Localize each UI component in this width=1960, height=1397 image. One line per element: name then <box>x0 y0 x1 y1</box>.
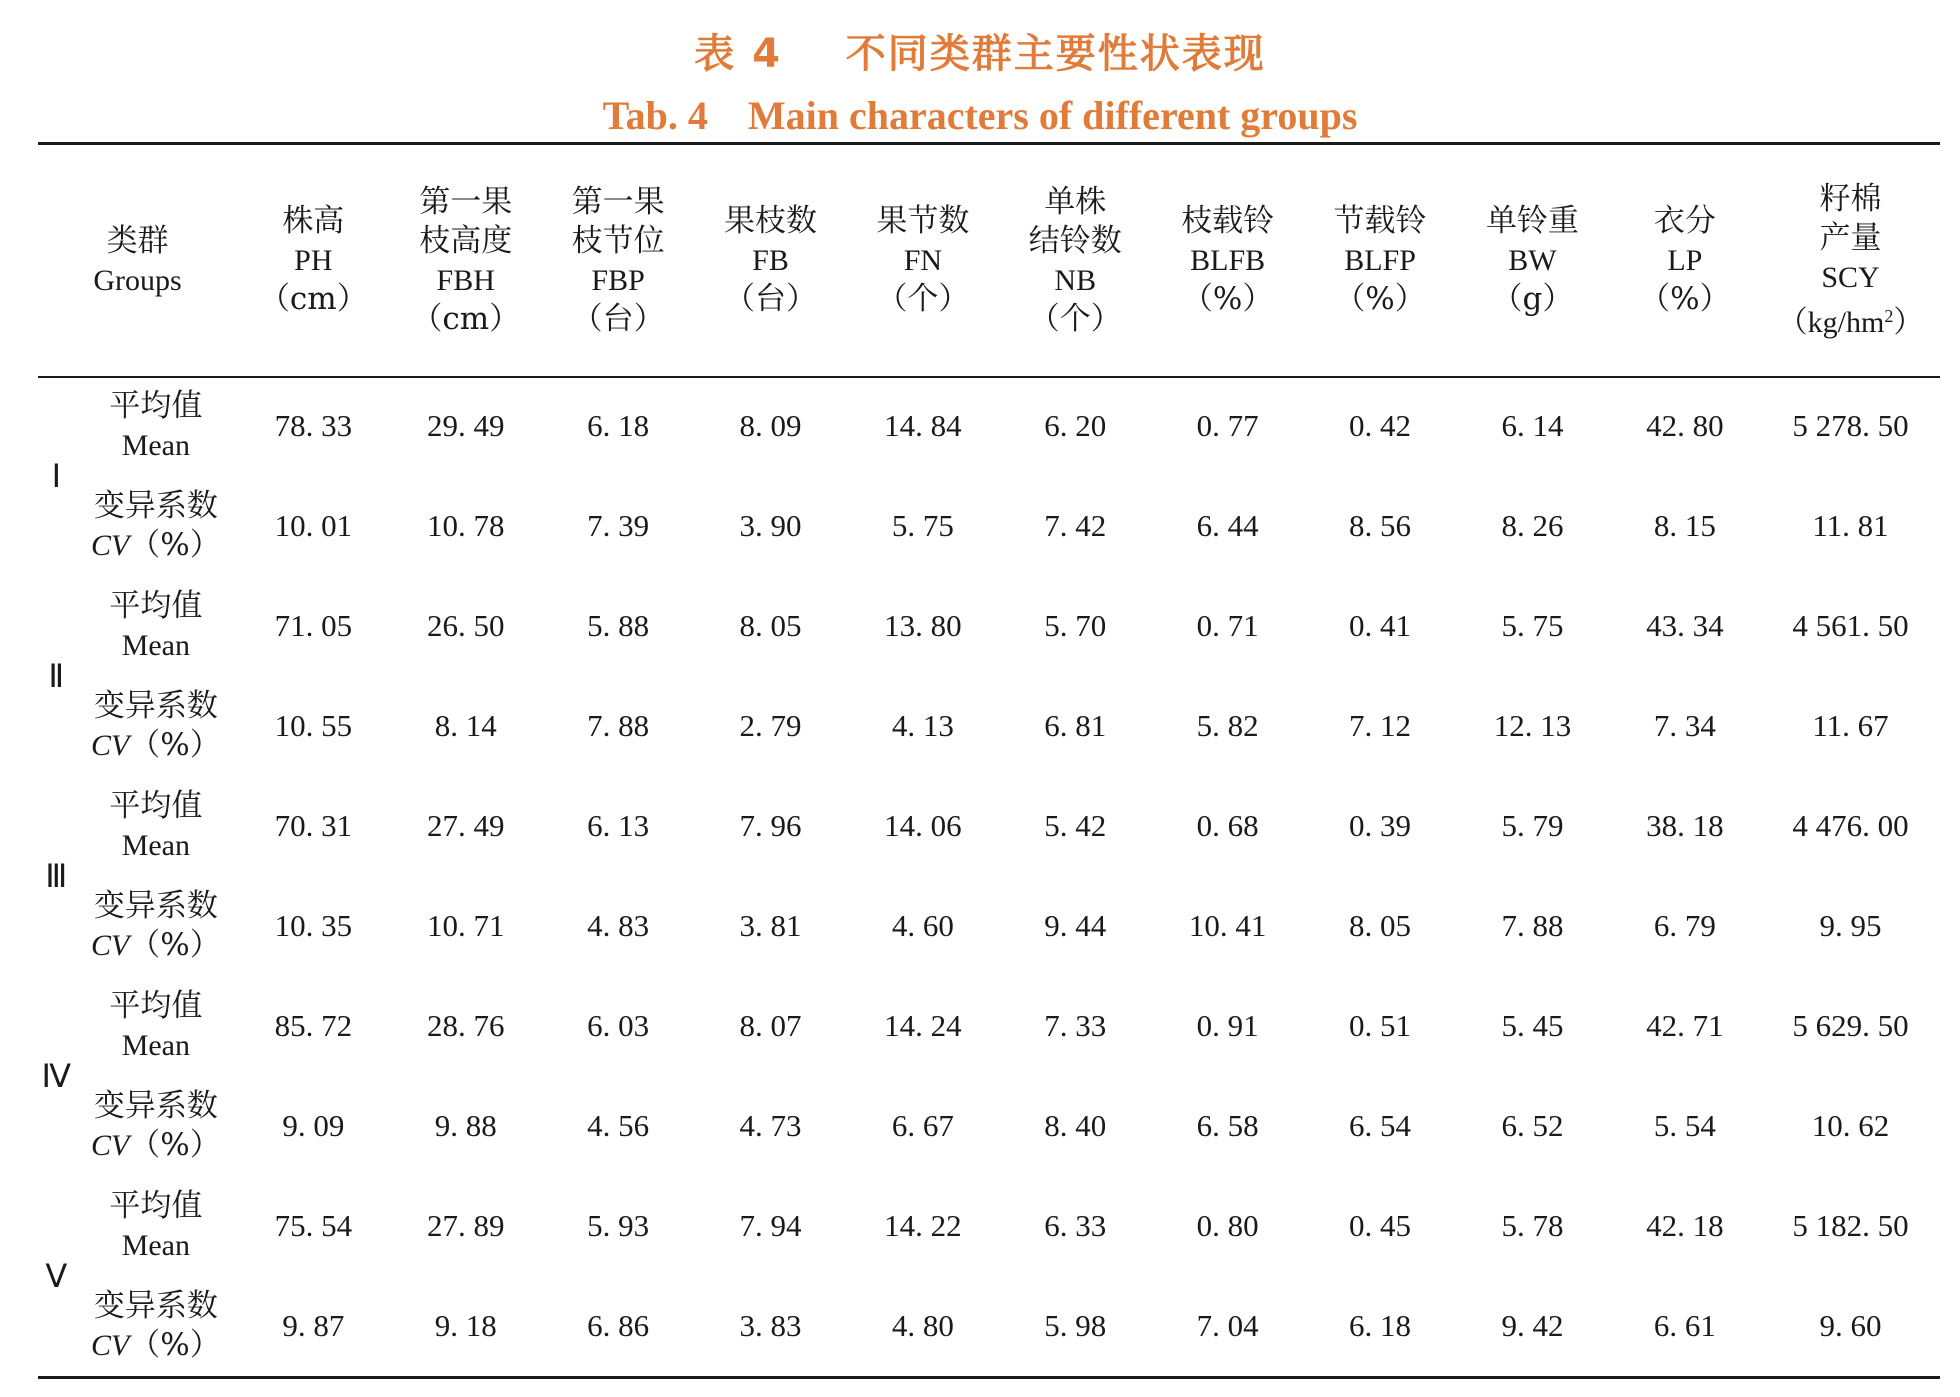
stat-label-unit: （%） <box>129 727 221 763</box>
cell-ph: 10. 55 <box>274 708 353 743</box>
stat-label-mean <box>75 1176 238 1276</box>
cell-blfb: 0. 77 <box>1196 408 1259 443</box>
cell-blfb: 0. 91 <box>1196 1008 1259 1043</box>
cell-fbh: 10. 78 <box>426 508 505 543</box>
cell-scy: 10. 62 <box>1811 1108 1890 1143</box>
cell-ph: 9. 09 <box>282 1108 345 1143</box>
cell-fbp: 6. 86 <box>587 1308 650 1343</box>
cell-scy: 9. 60 <box>1819 1308 1882 1343</box>
cell-fbh: 9. 88 <box>434 1108 497 1143</box>
cell-nb: 7. 33 <box>1044 1008 1107 1043</box>
table-caption-english: Tab. 4 Main characters of different groups <box>602 93 1358 138</box>
group-label: Ⅱ <box>48 658 65 694</box>
bottom-rule <box>38 1376 1940 1379</box>
cell-fbp: 6. 18 <box>587 408 650 443</box>
stat-label-en: CV <box>90 729 130 762</box>
cell-ph: 75. 54 <box>274 1208 353 1243</box>
stat-label-zh: 平均值 <box>109 988 203 1024</box>
cell-blfb: 0. 68 <box>1196 808 1259 843</box>
traits-table <box>38 145 1940 1376</box>
cell-blfb: 6. 58 <box>1196 1108 1259 1143</box>
col-header-lp: 衣分 LP （%） <box>1639 203 1731 317</box>
cell-fb: 2. 79 <box>739 708 802 743</box>
cell-blfp: 8. 56 <box>1349 508 1412 543</box>
stat-label-mean <box>75 576 238 676</box>
col-header-fn: 果节数 FN （个） <box>876 203 970 317</box>
cell-lp: 42. 80 <box>1646 408 1724 443</box>
table-row <box>38 376 1940 476</box>
cell-blfp: 7. 12 <box>1349 708 1412 743</box>
cell-lp: 5. 54 <box>1653 1108 1716 1143</box>
stat-label-unit: （%） <box>129 1327 221 1363</box>
cell-scy: 5 182. 50 <box>1792 1208 1909 1243</box>
cell-fb: 8. 09 <box>739 408 802 443</box>
cell-blfp: 6. 18 <box>1349 1308 1412 1343</box>
cell-nb: 6. 81 <box>1044 708 1107 743</box>
cell-lp: 42. 18 <box>1646 1208 1724 1243</box>
stat-label-cv <box>75 1276 238 1376</box>
cell-blfp: 0. 45 <box>1349 1208 1412 1243</box>
cell-fn: 14. 06 <box>884 808 962 843</box>
cell-blfb: 7. 04 <box>1196 1308 1259 1343</box>
table-row <box>38 576 1940 676</box>
cell-bw: 6. 14 <box>1501 408 1564 443</box>
cell-nb: 9. 44 <box>1044 908 1107 943</box>
cell-fb: 7. 94 <box>739 1208 802 1243</box>
cell-fbh: 27. 89 <box>426 1208 505 1243</box>
cell-bw: 5. 75 <box>1501 608 1564 643</box>
cell-lp: 7. 34 <box>1653 708 1716 743</box>
stat-label-en: CV <box>90 1129 130 1162</box>
cell-fbh: 10. 71 <box>426 908 505 943</box>
cell-fbh: 29. 49 <box>426 408 505 443</box>
cell-fbp: 7. 39 <box>587 508 650 543</box>
col-header-fb: 果枝数 FB （台） <box>723 203 817 317</box>
table-row <box>38 1076 1940 1176</box>
cell-scy: 11. 81 <box>1812 508 1889 543</box>
col-header-fbh: 第一果 枝高度 FBH （cm） <box>411 183 521 337</box>
group-label: Ⅴ <box>45 1258 68 1294</box>
cell-nb: 5. 42 <box>1044 808 1107 843</box>
stat-label-mean <box>75 376 238 476</box>
col-header-blfp: 节载铃 BLFP （%） <box>1333 203 1427 317</box>
cell-fb: 8. 07 <box>739 1008 802 1043</box>
cell-fbh: 8. 14 <box>434 708 497 743</box>
stat-label-en: CV <box>90 1329 130 1362</box>
cell-nb: 8. 40 <box>1044 1108 1107 1143</box>
cell-lp: 43. 34 <box>1646 608 1724 643</box>
col-header-bw: 单铃重 BW （g） <box>1485 203 1579 317</box>
cell-blfp: 6. 54 <box>1349 1108 1412 1143</box>
cell-fbp: 6. 13 <box>587 808 650 843</box>
cell-fn: 6. 67 <box>891 1108 954 1143</box>
table-row <box>38 776 1940 876</box>
cell-blfp: 0. 39 <box>1349 808 1412 843</box>
group-label: Ⅰ <box>51 458 61 494</box>
cell-ph: 10. 35 <box>274 908 353 943</box>
cell-bw: 5. 79 <box>1501 808 1564 843</box>
cell-fn: 13. 80 <box>884 608 962 643</box>
cell-nb: 6. 20 <box>1044 408 1107 443</box>
col-header-blfb: 枝载铃 BLFB （%） <box>1181 203 1275 317</box>
cell-blfb: 0. 80 <box>1196 1208 1259 1243</box>
cell-fbp: 6. 03 <box>587 1008 650 1043</box>
cell-scy: 4 476. 00 <box>1792 808 1909 843</box>
table-row <box>38 676 1940 776</box>
cell-fbp: 4. 83 <box>587 908 650 943</box>
table-row <box>38 1276 1940 1376</box>
table-caption-chinese: 表 4 不同类群主要性状表现 <box>694 31 1266 77</box>
stat-label-en: Mean <box>121 829 190 862</box>
stat-label-unit: （%） <box>129 527 221 563</box>
stat-label-zh: 变异系数 <box>93 688 218 724</box>
stat-label-zh: 变异系数 <box>93 888 218 924</box>
col-header-nb: 单株 结铃数 NB （个） <box>1028 183 1122 337</box>
cell-lp: 6. 79 <box>1653 908 1716 943</box>
stat-label-en: Mean <box>121 629 190 662</box>
header-row <box>38 145 1940 376</box>
group-label: Ⅳ <box>41 1058 72 1094</box>
cell-ph: 85. 72 <box>274 1008 353 1043</box>
cell-fn: 5. 75 <box>891 508 954 543</box>
cell-fbp: 5. 93 <box>587 1208 650 1243</box>
col-header-scy: 籽棉 产量 SCY $(kg/hm^2)$ <box>1777 180 1924 339</box>
stat-label-cv <box>75 876 238 976</box>
cell-fn: 4. 80 <box>891 1308 954 1343</box>
cell-fb: 3. 83 <box>739 1308 802 1343</box>
cell-fbp: 5. 88 <box>587 608 650 643</box>
cell-fbp: 4. 56 <box>587 1108 650 1143</box>
cell-fbh: 27. 49 <box>426 808 505 843</box>
table-row <box>38 976 1940 1076</box>
cell-lp: 6. 61 <box>1653 1308 1716 1343</box>
cell-blfp: 8. 05 <box>1349 908 1412 943</box>
cell-blfp: 0. 42 <box>1349 408 1412 443</box>
cell-blfp: 0. 41 <box>1349 608 1412 643</box>
table-row <box>38 1176 1940 1276</box>
cell-scy: 9. 95 <box>1819 908 1882 943</box>
cell-fbp: 7. 88 <box>587 708 650 743</box>
stat-label-en: Mean <box>121 1229 190 1262</box>
stat-label-zh: 变异系数 <box>93 1088 218 1124</box>
cell-ph: 9. 87 <box>282 1308 345 1343</box>
cell-blfb: 10. 41 <box>1188 908 1267 943</box>
cell-blfb: 5. 82 <box>1196 708 1259 743</box>
cell-ph: 10. 01 <box>274 508 353 543</box>
stat-label-cv <box>75 676 238 776</box>
table-body <box>38 376 1940 1376</box>
stat-label-zh: 变异系数 <box>93 1288 218 1324</box>
cell-fbh: 28. 76 <box>426 1008 505 1043</box>
cell-nb: 6. 33 <box>1044 1208 1107 1243</box>
cell-bw: 5. 78 <box>1501 1208 1564 1243</box>
cell-blfb: 6. 44 <box>1196 508 1259 543</box>
cell-blfb: 0. 71 <box>1196 608 1259 643</box>
cell-scy: 11. 67 <box>1812 708 1889 743</box>
cell-scy: 5 278. 50 <box>1792 408 1909 443</box>
stat-label-zh: 平均值 <box>109 1188 203 1224</box>
cell-fn: 4. 13 <box>891 708 954 743</box>
stat-label-cv <box>75 476 238 576</box>
stat-label-zh: 平均值 <box>109 388 203 424</box>
cell-blfp: 0. 51 <box>1349 1008 1412 1043</box>
cell-fn: 14. 84 <box>884 408 962 443</box>
stat-label-en: Mean <box>121 429 190 462</box>
cell-fb: 4. 73 <box>739 1108 802 1143</box>
cell-nb: 7. 42 <box>1044 508 1107 543</box>
cell-nb: 5. 70 <box>1044 608 1107 643</box>
cell-lp: 42. 71 <box>1646 1008 1724 1043</box>
stat-label-en: Mean <box>121 1029 190 1062</box>
cell-bw: 7. 88 <box>1501 908 1564 943</box>
cell-fb: 7. 96 <box>739 808 802 843</box>
stat-label-unit: （%） <box>129 1127 221 1163</box>
cell-scy: 4 561. 50 <box>1792 608 1909 643</box>
cell-bw: 6. 52 <box>1501 1108 1564 1143</box>
cell-bw: 5. 45 <box>1501 1008 1564 1043</box>
cell-bw: 8. 26 <box>1501 508 1564 543</box>
col-header-fbp: 第一果 枝节位 FBP （台） <box>571 183 665 337</box>
stat-label-zh: 变异系数 <box>93 488 218 524</box>
col-header-groups: 类群 Groups <box>93 222 182 297</box>
cell-fb: 3. 81 <box>739 908 802 943</box>
cell-nb: 5. 98 <box>1044 1308 1107 1343</box>
cell-fn: 14. 22 <box>884 1208 962 1243</box>
cell-fbh: 9. 18 <box>434 1308 497 1343</box>
table-row <box>38 876 1940 976</box>
stat-label-mean <box>75 976 238 1076</box>
cell-bw: 9. 42 <box>1501 1308 1564 1343</box>
cell-lp: 8. 15 <box>1653 508 1716 543</box>
cell-fn: 4. 60 <box>891 908 954 943</box>
cell-fn: 14. 24 <box>884 1008 962 1043</box>
cell-fb: 8. 05 <box>739 608 802 643</box>
group-label: Ⅲ <box>45 858 68 894</box>
table-row <box>38 476 1940 576</box>
stat-label-unit: （%） <box>129 927 221 963</box>
cell-ph: 78. 33 <box>274 408 353 443</box>
cell-fbh: 26. 50 <box>426 608 505 643</box>
cell-ph: 71. 05 <box>274 608 353 643</box>
stat-label-cv <box>75 1076 238 1176</box>
cell-ph: 70. 31 <box>274 808 353 843</box>
stat-label-zh: 平均值 <box>109 788 203 824</box>
stat-label-en: CV <box>90 529 130 562</box>
cell-bw: 12. 13 <box>1493 708 1572 743</box>
cell-lp: 38. 18 <box>1646 808 1724 843</box>
cell-scy: 5 629. 50 <box>1792 1008 1909 1043</box>
col-header-ph: 株高 PH （cm） <box>258 203 368 317</box>
stat-label-zh: 平均值 <box>109 588 203 624</box>
stat-label-en: CV <box>90 929 130 962</box>
cell-fb: 3. 90 <box>739 508 802 543</box>
stat-label-mean <box>75 776 238 876</box>
